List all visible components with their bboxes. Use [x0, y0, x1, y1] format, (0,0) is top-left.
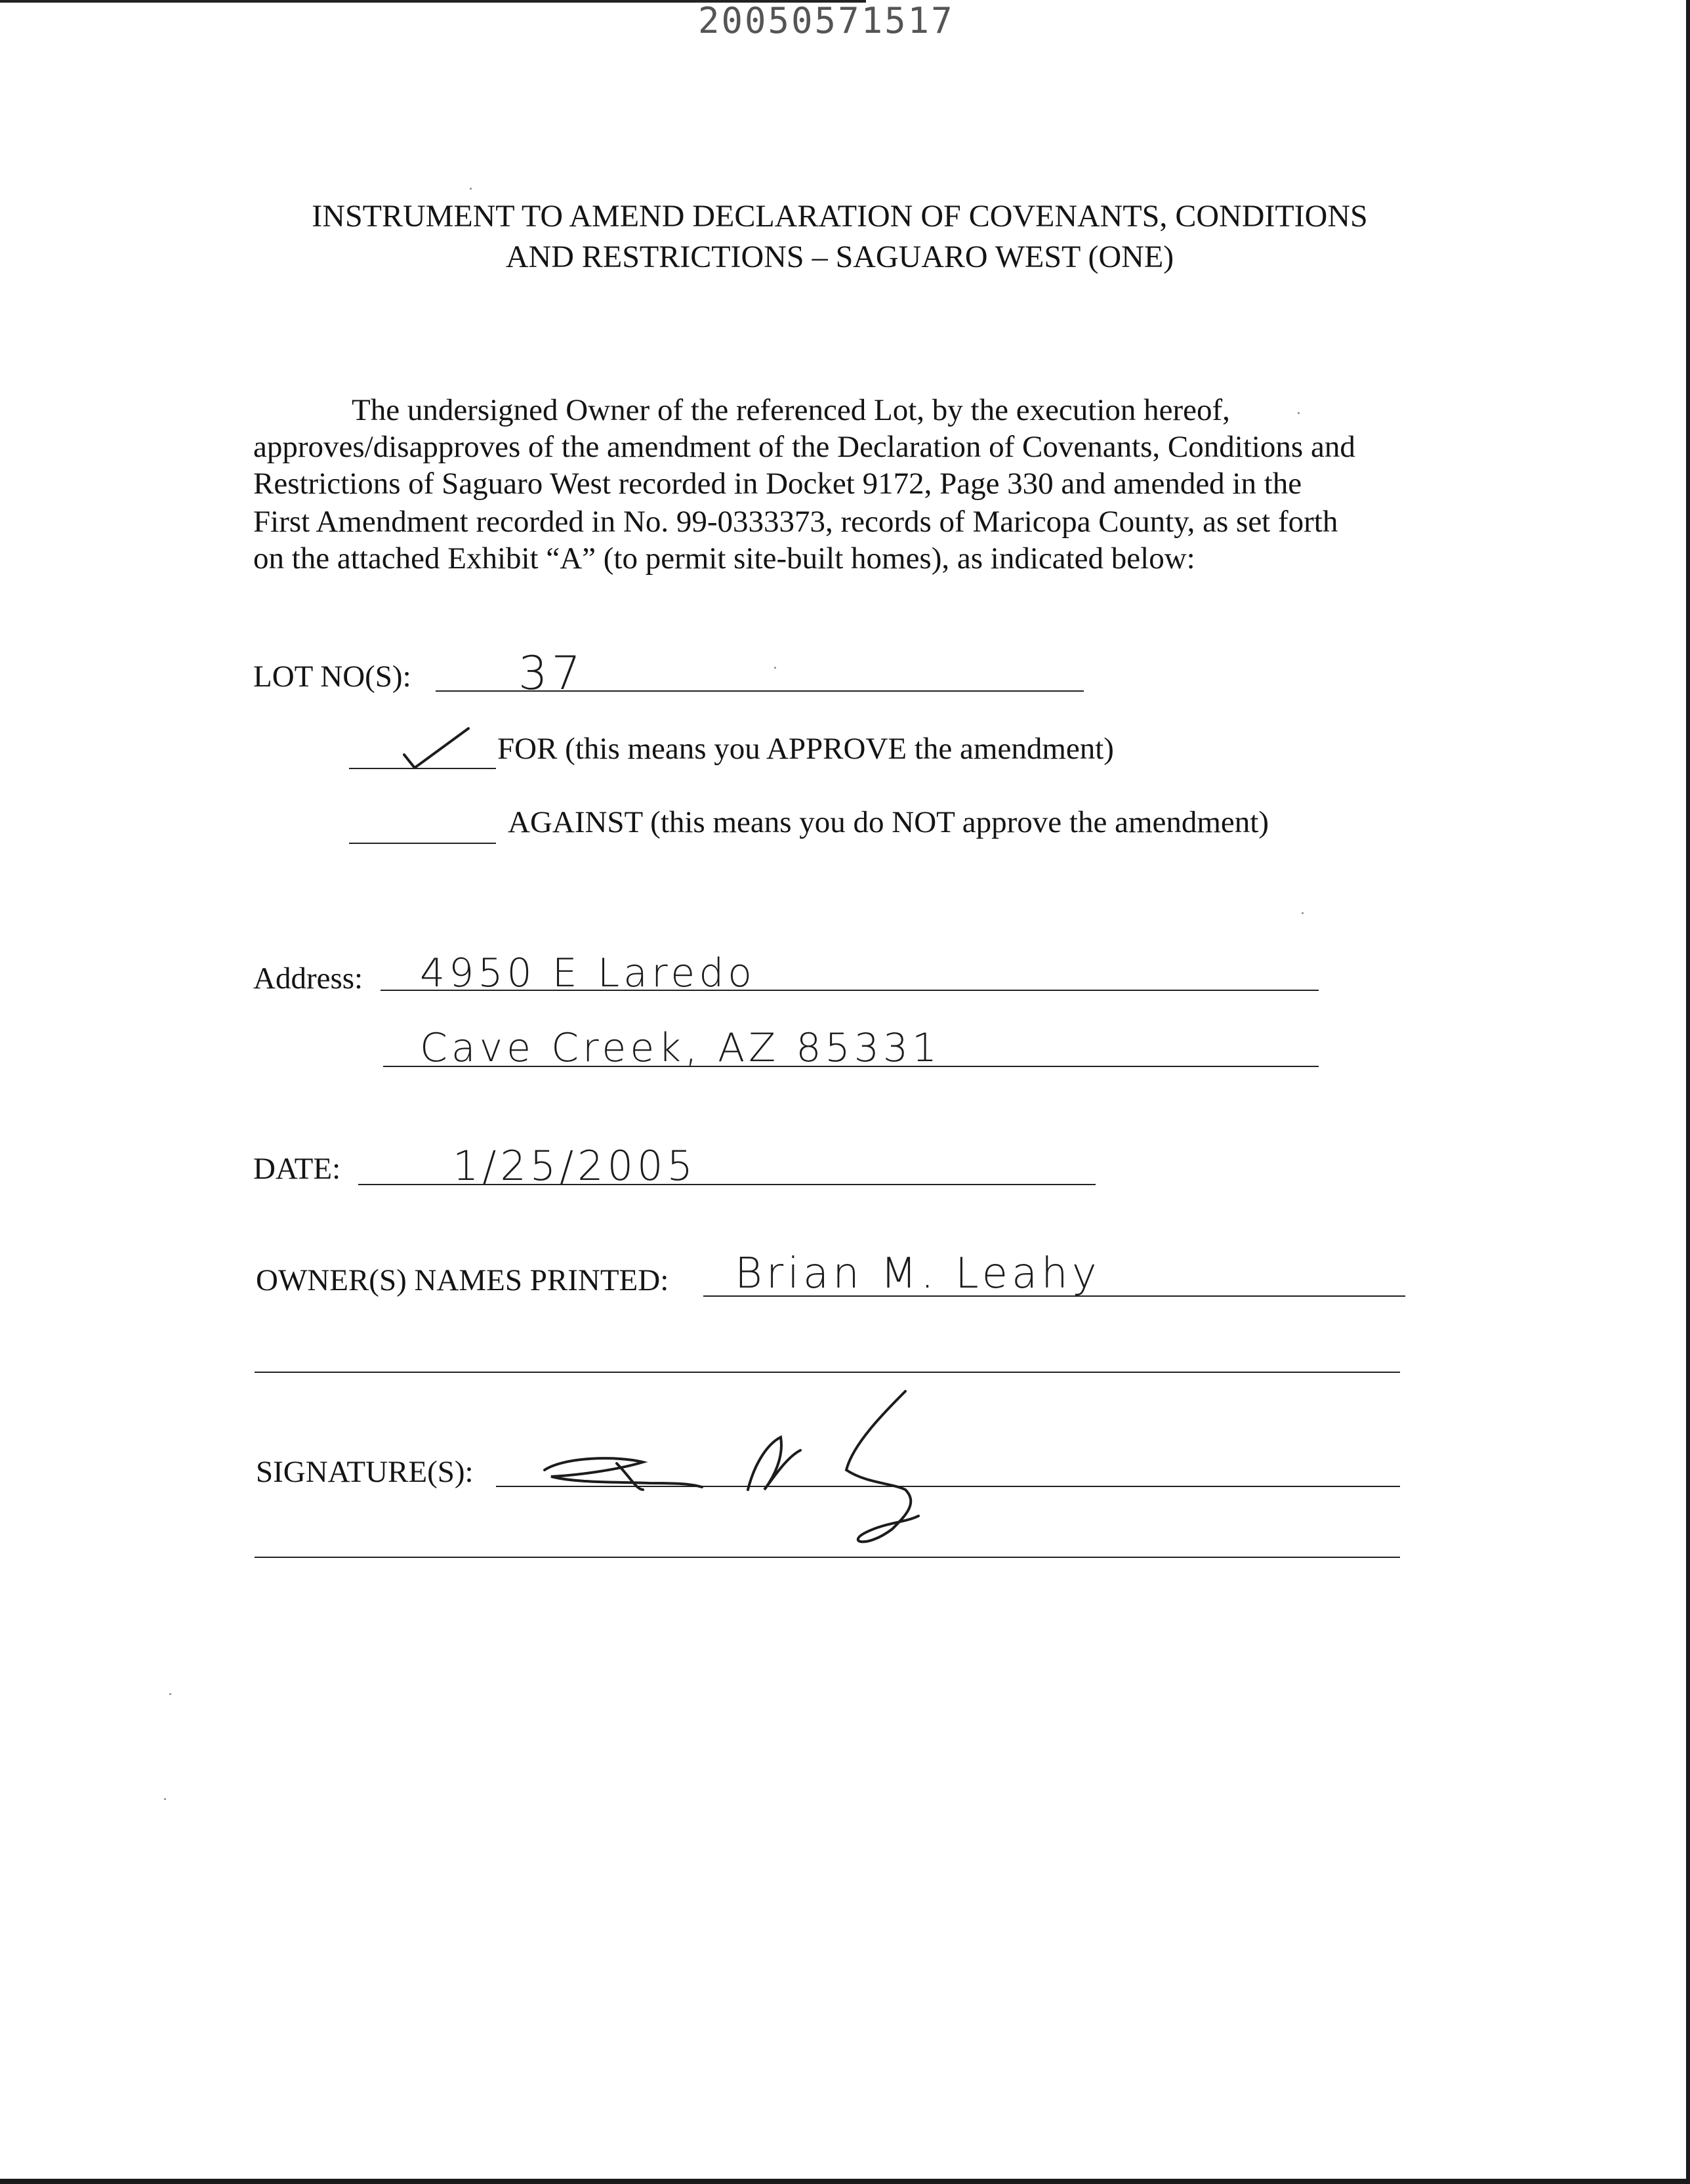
- date-label: DATE:: [253, 1152, 341, 1186]
- body-line-5: on the attached Exhibit “A” (to permit site-built homes), as indicated below:: [253, 541, 1195, 576]
- owner-names-line-2[interactable]: [255, 1372, 1400, 1373]
- owner-names-value[interactable]: Brian M. Leahy: [735, 1250, 1101, 1298]
- against-blank-line[interactable]: [349, 843, 496, 844]
- scan-speck: [1302, 912, 1304, 914]
- bottom-scan-edge: [0, 2179, 1690, 2184]
- date-value[interactable]: 1/25/2005: [453, 1142, 697, 1190]
- scan-speck: [1298, 412, 1300, 414]
- against-option-label: AGAINST (this means you do NOT approve the amendment): [508, 805, 1269, 839]
- signature-scribble[interactable]: [538, 1385, 958, 1549]
- lot-number-label: LOT NO(S):: [253, 660, 411, 694]
- right-scan-edge: [1686, 0, 1690, 2184]
- owner-names-label: OWNER(S) NAMES PRINTED:: [256, 1263, 669, 1297]
- address-line-1-value[interactable]: 4950 E Laredo: [420, 950, 756, 996]
- address-line-2-value[interactable]: Cave Creek, AZ 85331: [420, 1025, 941, 1071]
- address-label: Address:: [253, 961, 363, 996]
- checkmark-icon[interactable]: [400, 726, 472, 772]
- document-title-line-2: AND RESTRICTIONS – SAGUARO WEST (ONE): [505, 240, 1174, 274]
- body-line-2: approves/disapproves of the amendment of the Declaration of Covenants, Conditions and: [253, 430, 1355, 464]
- signature-label: SIGNATURE(S):: [256, 1455, 474, 1489]
- body-line-3: Restrictions of Saguaro West recorded in Docket 9172, Page 330 and amended in the: [253, 467, 1302, 501]
- document-title-line-1: INSTRUMENT TO AMEND DECLARATION OF COVENANTS, CONDITIONS: [312, 199, 1368, 234]
- scan-speck: [169, 1693, 171, 1695]
- scan-speck: [470, 188, 472, 190]
- lot-number-value[interactable]: 37: [518, 646, 585, 700]
- signature-line-2[interactable]: [255, 1557, 1400, 1558]
- recording-number: 20050571517: [698, 0, 955, 41]
- body-line-4: First Amendment recorded in No. 99-0333373, records of Maricopa County, as set forth: [253, 505, 1338, 539]
- body-line-1: The undersigned Owner of the referenced Lot, by the execution hereof,: [352, 393, 1230, 427]
- scan-speck: [774, 667, 776, 669]
- scan-speck: [164, 1798, 166, 1800]
- for-option-label: FOR (this means you APPROVE the amendment): [497, 732, 1114, 766]
